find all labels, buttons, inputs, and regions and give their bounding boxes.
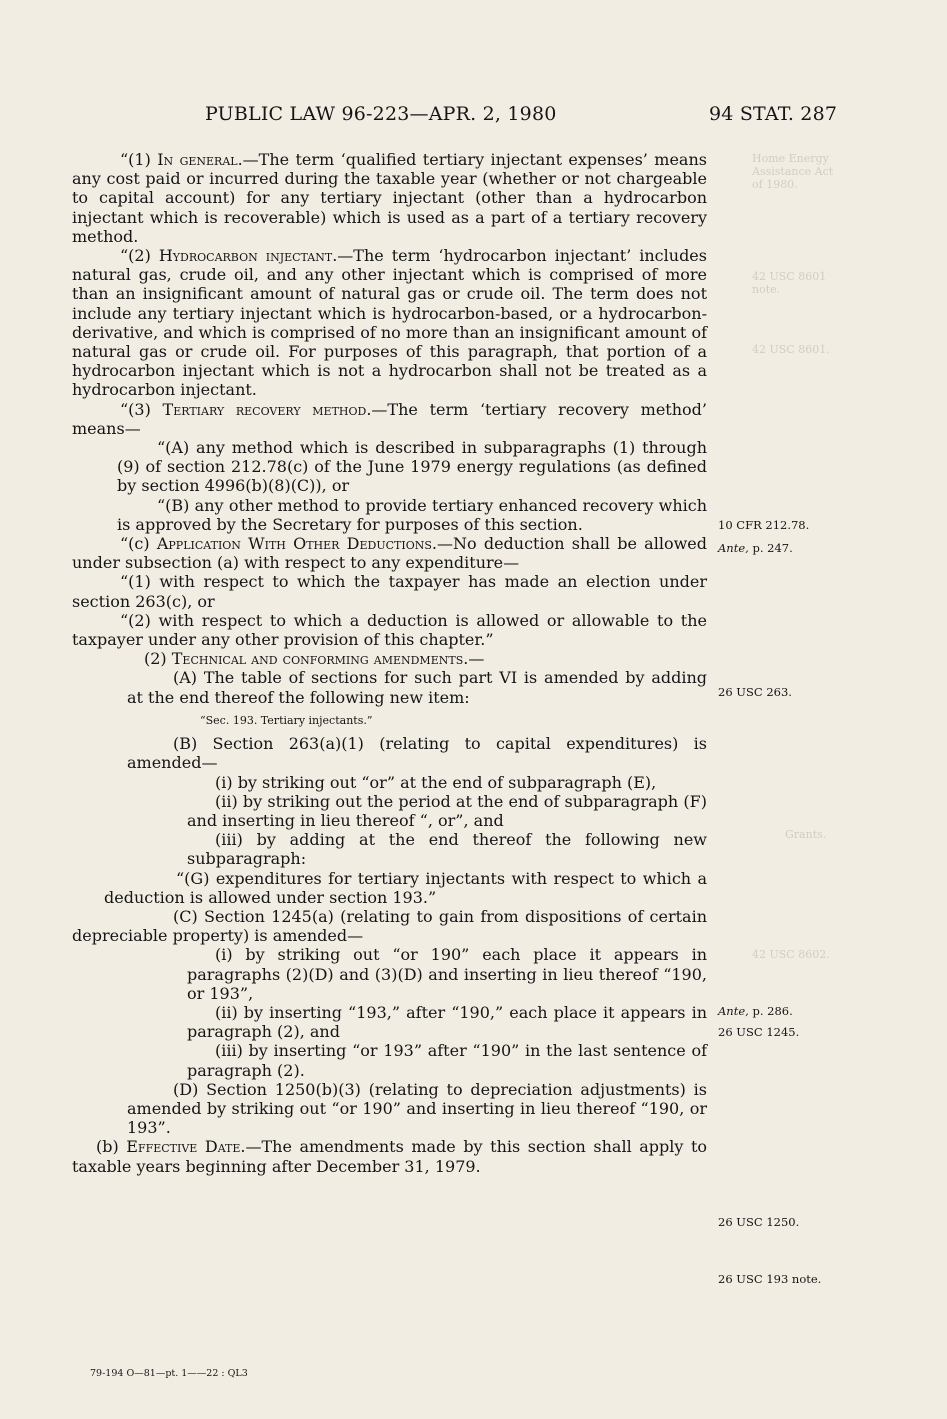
effective-date: (b) Effective Date.—The amendments made by this section shall apply to taxable years beginning after December 31, 1979. — [72, 1137, 708, 1176]
statute-body — [72, 150, 707, 1176]
paragraph-technical-amendments: (2) Technical and conforming amendments.— — [144, 649, 485, 669]
margin-citation: 26 USC 1245. — [718, 1025, 800, 1039]
paragraph-in-general: “(1) In general.—The term ‘qualified tertiary injectant expenses’ means any cost paid or incurred during the taxable year (whether or not chargeable to capital account) for any tertiary injectant (other than a hydrocarbon injectant which is recoverable) which is used as a part of a tertiary recovery method. — [72, 150, 707, 246]
new-subparagraph-g: “(G) expenditures for tertiary injectants with respect to which a deduction is allowed under section 193.” — [104, 868, 707, 907]
amendment-d: (D) Section 1250(b)(3) (relating to depreciation adjustments) is amended by striking out “or 190” and inserting in lieu thereof “190, or 193”. — [127, 1079, 707, 1138]
inserted-table-item: “Sec. 193. Tertiary injectants.” — [200, 713, 373, 727]
margin-citation: Ante, p. 286. — [718, 1004, 793, 1018]
amendment-b: (B) Section 263(a)(1) (relating to capital expenditures) is amended— — [127, 734, 707, 773]
printing-code-footer: 79-194 O—81—pt. 1——22 : QL3 — [90, 1368, 248, 1379]
paragraph-hydrocarbon-injectant: “(2) Hydrocarbon injectant.—The term ‘hydrocarbon injectant’ includes natural gas, crude oil, and any other injectant which is comprised of more than an insignificant amount of natural gas or crude oil. The term does not include any tertiary injectant which is hydrocarbon-based, or a hydrocarbon-derivative, and which is comprised of no more than an insignificant amount of natural gas or crude oil. For purposes of this paragraph, that portion of a hydrocarbon injectant which is not a hydrocarbon shall not be treated as a hydrocarbon injectant. — [72, 246, 707, 400]
clause-2: “(2) with respect to which a deduction is allowed or allowable to the taxpayer under any other provision of this chapter.” — [72, 610, 707, 650]
bleed-through-note: Grants. — [785, 828, 827, 841]
amendment-c-i: (i) by striking out “or 190” each place it appears in paragraphs (2)(D) and (3)(D) and inserting in lieu thereof “190, or 193”, — [187, 945, 707, 1003]
amendment-b-i: (i) by striking out “or” at the end of subparagraph (E), — [215, 772, 657, 792]
amendment-c-ii: (ii) by inserting “193,” after “190,” each place it appears in paragraph (2), and — [187, 1002, 707, 1042]
paragraph-application-with-other-deductions: “(c) Application With Other Deductions.—No deduction shall be allowed under subsection (a) with respect to any expenditure— — [72, 534, 707, 573]
amendment-c: (C) Section 1245(a) (relating to gain from dispositions of certain depreciable property) is amended— — [72, 906, 707, 946]
amendment-c-iii: (iii) by inserting “or 193” after “190” in the last sentence of paragraph (2). — [187, 1041, 707, 1080]
running-header-title: PUBLIC LAW 96-223—APR. 2, 1980 — [205, 103, 557, 125]
subparagraph-b: “(B) any other method to provide tertiary enhanced recovery which is approved by the Secretary for purposes of this section. — [117, 495, 707, 534]
amendment-b-iii: (iii) by adding at the end thereof the following new subparagraph: — [187, 830, 707, 869]
bleed-through-note: 42 USC 8601 note. — [752, 270, 827, 296]
margin-citation: 26 USC 263. — [718, 685, 792, 699]
amendment-b-ii: (ii) by striking out the period at the end of subparagraph (F) and inserting in lieu thereof “, or”, and — [187, 791, 707, 830]
margin-citation: 26 USC 193 note. — [718, 1272, 822, 1286]
margin-citation: 10 CFR 212.78. — [718, 518, 810, 532]
page-number: 94 STAT. 287 — [709, 103, 838, 125]
subparagraph-a: “(A) any method which is described in subparagraphs (1) through (9) of section 212.78(c) of the June 1979 energy regulations (as defined by section 4996(b)(8)(C)), or — [117, 438, 707, 496]
margin-citation: Ante, p. 247. — [718, 541, 793, 555]
clause-1: “(1) with respect to which the taxpayer has made an election under section 263(c), or — [72, 572, 707, 611]
bleed-through-note: 42 USC 8601. — [752, 343, 830, 356]
amendment-a: (A) The table of sections for such part VI is amended by adding at the end thereof the following new item: — [127, 668, 707, 707]
bleed-through-note: Home Energy Assistance Act of 1980. — [752, 152, 834, 191]
paragraph-tertiary-recovery-method: “(3) Tertiary recovery method.—The term ‘tertiary recovery method’ means— — [72, 399, 707, 438]
bleed-through-note: 42 USC 8602. — [752, 948, 830, 961]
margin-citation: 26 USC 1250. — [718, 1215, 800, 1229]
